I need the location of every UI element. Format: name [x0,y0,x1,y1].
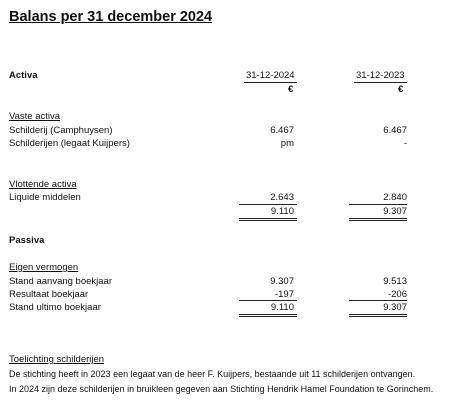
total-rule-2023 [349,218,407,219]
total-double-rule-2023 [349,220,407,221]
total-double-rule-2024 [239,220,297,221]
toelichting-line: In 2024 zijn deze schilderijen in bruikleen gegeven aan Stichting Hendrik Hamel Foundation te Gorinchem. [9,384,434,394]
total-rule-2024 [239,314,297,315]
value-2023: 2.840 [383,192,407,203]
eigen-vermogen-heading: Eigen vermogen [9,262,79,273]
currency-2023: € [398,84,404,95]
col-2024-header-rule [244,82,297,83]
value-2023: 9.307 [383,302,407,313]
activa-heading: Activa [9,70,38,81]
row-label: Liquide middelen [9,192,81,203]
total-activa-2023: 9.307 [383,206,407,217]
total-rule-2023 [349,314,407,315]
page-title: Balans per 31 december 2024 [9,9,213,25]
value-2024: 9.307 [270,276,294,287]
toelichting-line: De stichting heeft in 2023 een legaat van de heer F. Kuijpers, bestaande uit 11 schilderijen ontvangen. [9,369,416,379]
subtotal-rule-2023 [349,300,407,301]
row-label: Schilderijen (legaat Kuijpers) [9,138,130,149]
total-activa-2024: 9.110 [270,206,294,217]
total-rule-2024 [239,218,297,219]
value-2024: -197 [274,289,294,300]
col-2024-header: 31-12-2024 [246,70,295,81]
value-2023: 6.467 [383,125,407,136]
row-label: Schilderij (Camphuysen) [9,125,113,136]
passiva-heading: Passiva [9,235,45,246]
value-2023: 9.513 [383,276,407,287]
row-label: Resultaat boekjaar [9,289,89,300]
total-double-rule-2024 [239,316,297,317]
value-2023: -206 [387,289,407,300]
currency-2024: € [288,84,294,95]
col-2023-header-rule [354,82,407,83]
toelichting-heading: Toelichting schilderijen [9,354,105,365]
row-label: Stand ultimo boekjaar [9,302,101,313]
subtotal-rule-2023 [349,204,407,205]
vlottende-activa-heading: Vlottende activa [9,179,77,190]
value-2024: pm [280,138,294,149]
vaste-activa-heading: Vaste activa [9,111,61,122]
subtotal-rule-2024 [239,300,297,301]
subtotal-rule-2024 [239,204,297,205]
col-2023-header: 31-12-2023 [356,70,405,81]
total-double-rule-2023 [349,316,407,317]
value-2023: - [403,138,407,149]
value-2024: 2.643 [270,192,294,203]
value-2024: 6.467 [270,125,294,136]
value-2024: 9.110 [270,302,294,313]
row-label: Stand aanvang boekjaar [9,276,112,287]
